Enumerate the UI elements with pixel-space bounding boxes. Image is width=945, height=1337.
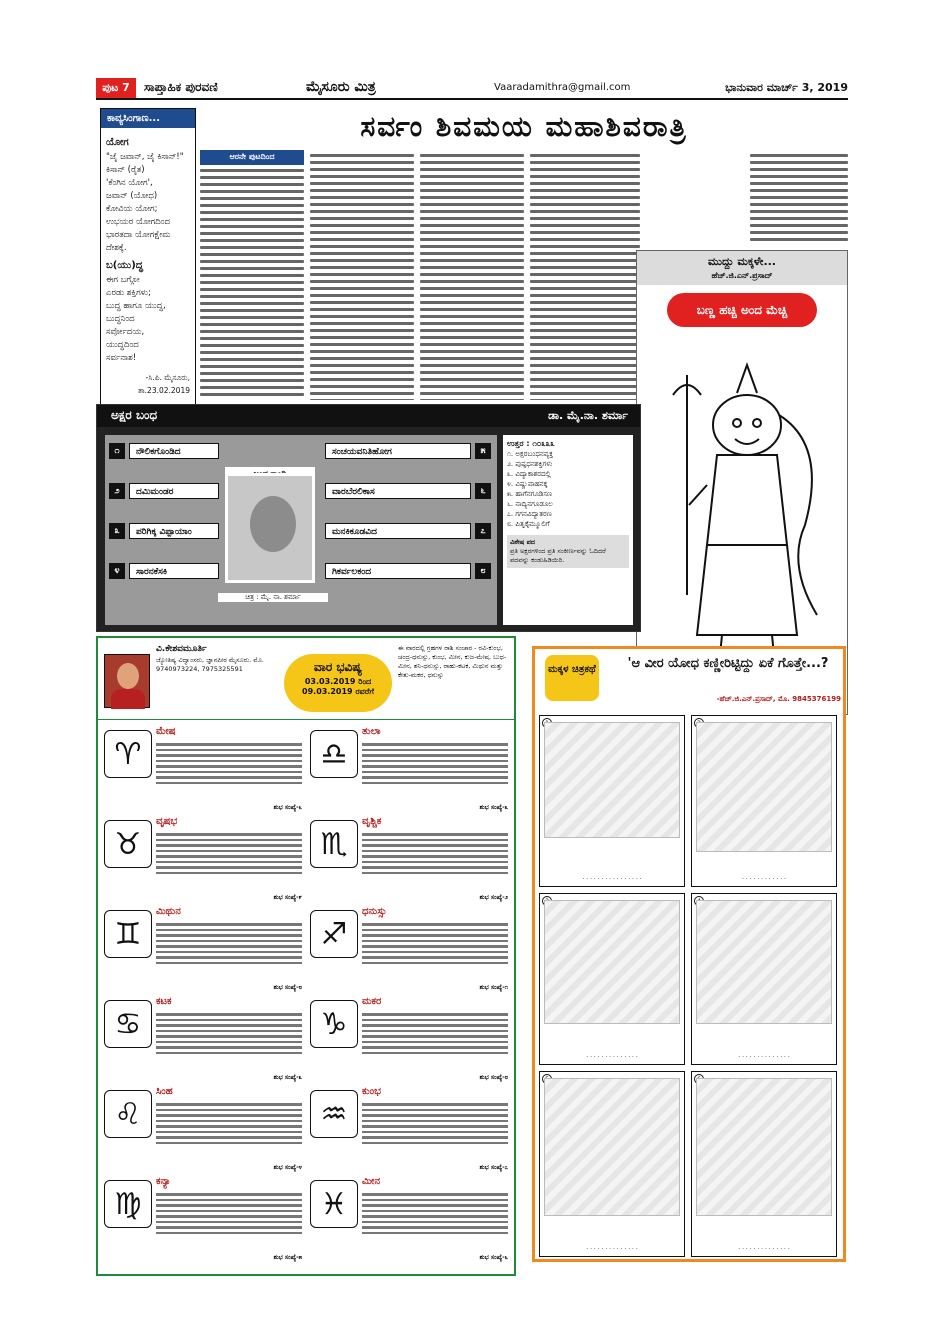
comic-panel [691,1071,837,1257]
panel-caption: . . . . . . . . . . . . [742,874,786,881]
capricorn-icon: ♑ [310,1000,358,1048]
answer-item: ೭. ಗಗನವಿದ್ಯಾತರಣ [507,510,552,518]
zodiac-sign [310,996,508,1084]
comic-panel [691,715,837,887]
horoscope-dates: 03.03.2019 ರಿಂದ 09.03.2019 ರವರೆಗೆ [302,677,374,696]
sign-text [156,920,302,967]
zodiac-sign [310,1176,508,1264]
sign-name: ಧನುಸ್ಸು [362,906,387,917]
panel-art [696,722,832,852]
clue-text: ನೌಲಿಕಗೊಂಡಿದ [129,443,219,459]
poem-line: 'ಕೆಂಗಿನ ಯೋಗ', [106,178,153,188]
clue-text: ಗಿಕರ್ವಲಕಂದ [325,563,471,579]
clue-text: ದಮಿಮಂಡರ [129,483,219,499]
coloring-instruction: ಬಣ್ಣ ಹಚ್ಚಿ ಅಂದ ಮೆಚ್ಚಿ [667,293,817,327]
clue-text: ಸಾರನಕೆಸಕಿ [129,563,219,579]
article-column [200,150,304,400]
crossword-clue-row[interactable] [325,563,493,579]
panel-art [544,722,680,838]
lucky-number: ಶುಭ ಸಂಖ್ಯೆ-೮ [479,1074,508,1081]
sign-text [362,1190,508,1237]
astrologer-name: ವಿ.ಕೇಶವಮೂರ್ತಿ [156,644,207,654]
taurus-icon: ♉ [104,820,152,868]
sign-text [362,1010,508,1057]
poem-line: ಕಿಸಾನ್ (ರೈತ) [106,165,145,175]
section-title: ಸಾಪ್ತಾಹಿಕ ಪುರವಣಿ [144,80,218,94]
astrologer-body [111,689,145,709]
panel-art [544,900,680,1024]
poem-line: ಸರ್ವೋದಯ, [106,327,145,337]
poem-line: ಕೋವಿಯ ಯೋಗ; [106,204,158,214]
cancer-icon: ♋ [104,1000,152,1048]
clue-number: ೧ [109,443,125,459]
clue-text: ಸಂಚಯವನಿತಿಹೋಗ [325,443,471,459]
article-column [530,150,640,400]
answer-item: ೨. ಪುಷ್ಪಧನಶಕ್ತಿಗಳು [507,460,553,468]
comic-label: ಮಕ್ಕಳ ಚಿತ್ರಕಥೆ [545,655,599,701]
poem-line: ಜವಾನ್ (ಯೋಧ) [106,191,158,201]
cartoon-title: ಮುದ್ದು ಮಕ್ಕಳೇ... [708,255,776,268]
gemini-icon: ♊ [104,910,152,958]
lucky-number: ಶುಭ ಸಂಖ್ಯೆ-೫ [273,1254,302,1261]
answer-item: ೧. ಅಕ್ಷರಬಂಧನವ್ಯಕ್ತ [507,450,553,458]
page-header [96,78,848,100]
zodiac-sign [104,726,302,814]
sign-text [362,920,508,967]
crossword-answers [503,435,633,625]
clue-number: ೨ [109,483,125,499]
poem-line: ಸರ್ವನಾಶ! [106,353,137,363]
lucky-number: ಶುಭ ಸಂಖ್ಯೆ-೩ [479,804,508,811]
zodiac-sign [310,906,508,994]
sign-text [362,1100,508,1147]
article-continued-label: ಆರನೇ ಪುಟದಿಂದ [200,150,304,165]
weekly-horoscope [96,636,516,1276]
page-number: ಪುಟ 7 [96,78,136,98]
clue-number: ೩ [109,523,125,539]
libra-icon: ♎ [310,730,358,778]
sign-text [362,740,508,787]
horoscope-header [98,638,514,720]
article-body [200,150,640,400]
cartoon-header [637,251,847,285]
crossword-clue-row[interactable] [325,523,493,539]
comic-panel [691,893,837,1065]
text-lines [750,154,848,241]
sign-name: ಸಿಂಹ [156,1086,173,1097]
lucky-number: ಶುಭ ಸಂಖ್ಯೆ-೪ [273,1164,302,1171]
sign-name: ಮೇಷ [156,726,176,737]
sign-name: ಕಟಕ [156,996,172,1007]
answer-item: ೬. ನಾದ್ಯಿನಗೂಡೂಲ [507,500,553,508]
sign-text [156,740,302,787]
comic-author: -ಹೆಚ್.ಜಿ.ಎನ್.ಪ್ರಸಾದ್, ಮೊ. 9845376199 [716,695,841,703]
answer-item: ೫. ಹಾಗೆನಗೂಡಿಸಣ [507,490,552,498]
sign-text [156,1010,302,1057]
crossword-clue-row[interactable] [109,483,219,499]
panel-caption: . . . . . . . . . . . . . . [738,1052,790,1059]
sign-name: ಕುಂಭ [362,1086,381,1097]
aries-icon: ♈ [104,730,152,778]
panel-caption: . . . . . . . . . . . . . . [586,1244,638,1251]
lucky-number: ಶುಭ ಸಂಖ್ಯೆ-೨ [479,894,508,901]
panel-caption: . . . . . . . . . . . . . . . . [582,874,642,881]
sign-name: ವೃಶ್ಚಿಕ [362,816,382,827]
lucky-number: ಶುಭ ಸಂಖ್ಯೆ-೮ [273,984,302,991]
zodiac-sign [310,816,508,904]
article-column [310,150,414,400]
sign-name: ಮೀನ [362,1176,380,1187]
crossword-clue-row[interactable] [325,443,493,459]
astrologer-face [117,663,139,689]
astrologer-info: ಜ್ಯೋತಿಷ್ಯ ವಿದ್ವಾಂಸರು, ಜ್ಞಾನಪೀಠ ಮೈಸೂರು. ಮೊ. 9740973224, 7975325591 [156,656,264,673]
poem-heading: ಕಾವ್ಯಸಿಂಗಾಣ... [101,109,195,128]
sign-name: ಮಕರ [362,996,382,1007]
poem-signature: -ಸಿ.ಪಿ. ಮೈಸೂರು, ತಾ.23.02.2019 [138,373,190,395]
panel-art [696,900,832,1024]
answers-heading: ಉತ್ತರ : ೧೦೩೩೩ [507,439,555,448]
answer-item: ೪. ವಿಷ್ಣುವಾಹನಕ್ಕ [507,480,548,488]
zodiac-sign [104,906,302,994]
comic-title: 'ಆ ವೀರ ಯೋಧ ಕಣ್ಣೀರಿಟ್ಟಿದ್ದು ಏಕೆ ಗೊತ್ತೇ...? [627,656,829,671]
lucky-number: ಶುಭ ಸಂಖ್ಯೆ-೬ [273,804,302,811]
lucky-number: ಶುಭ ಸಂಖ್ಯೆ-೬ [479,1254,508,1261]
sign-text [362,830,508,877]
zodiac-signs [104,726,508,1266]
child-face [250,496,296,552]
stanza-title: ಬ(ಯು)ದ್ಧ [106,260,144,271]
crossword-name: ಅಕ್ಷರ ಬಂಧ [111,408,158,422]
article-title: ಸರ್ವಂ ಶಿವಮಯ ಮಹಾಶಿವರಾತ್ರಿ [360,110,688,143]
crossword-puzzle [96,404,641,632]
text-lines [310,154,414,400]
clue-number: ೫ [475,443,491,459]
crossword-clue-row[interactable] [109,443,219,459]
sign-text [156,1190,302,1237]
crossword-clue-row[interactable] [109,563,219,579]
sign-name: ತುಲಾ [362,726,381,737]
stanza-title: ಯೋಗ [106,137,129,148]
zodiac-sign [104,816,302,904]
clue-number: ೮ [475,563,491,579]
poem-line: ಈಗ ಬಗ್ಗೋ [106,275,140,285]
lucky-number: ಶುಭ ಸಂಖ್ಯೆ-೭ [479,1164,508,1171]
zodiac-sign [310,1086,508,1174]
pisces-icon: ♓ [310,1180,358,1228]
astrologer-photo [104,654,150,708]
crossword-header [97,405,640,427]
panel-art [696,1078,832,1216]
clue-text: ಮನಕಿಕೂಡವಿದ [325,523,471,539]
horoscope-title: ವಾರ ಭವಿಷ್ಯ [313,660,363,674]
masthead: ಮೈಸೂರು ಮಿತ್ರ [306,79,376,95]
crossword-clue-row[interactable] [109,523,219,539]
note-text: ಪ್ರತಿ ಅಕ್ಷರಗಳಿಂದ ಪ್ರತಿ ಸಂಕೀರ್ಣವನ್ನು ಓದಿದರೆ ಪದವನ್ನು ಕಂಡುಹಿಡಿಯಿರಿ. [510,547,606,564]
comic-panel [539,1071,685,1257]
cartoon-author: ಹೆಚ್.ಜಿ.ಎನ್.ಪ್ರಸಾದ್ [711,271,773,280]
clue-number: ೪ [109,563,125,579]
leo-icon: ♌ [104,1090,152,1138]
comic-panel [539,893,685,1065]
article-title-bar [200,108,848,146]
sign-text [156,1100,302,1147]
horoscope-badge [284,654,392,712]
crossword-grid[interactable] [105,435,497,625]
scorpio-icon: ♏ [310,820,358,868]
poem-line: ಬುದ್ಧನಿಂದ [106,314,135,324]
panel-caption: . . . . . . . . . . . . . . [738,1244,790,1251]
kids-comic [532,646,846,1262]
panel-art [544,1078,680,1216]
article-column [420,150,524,400]
lucky-number: ಶುಭ ಸಂಖ್ಯೆ-೩ [273,1074,302,1081]
clue-number: ೬ [475,483,491,499]
crossword-author: ಡಾ. ಮೈ.ನಾ. ಶರ್ಮಾ [548,409,628,422]
sagittarius-icon: ♐ [310,910,358,958]
zodiac-sign [310,726,508,814]
text-lines [420,154,524,400]
text-lines [530,154,640,400]
zodiac-sign [104,1086,302,1174]
lucky-number: ಶುಭ ಸಂಖ್ಯೆ-೧ [479,984,508,991]
crossword-note [507,535,629,568]
clue-text: ಪರಿಗಿಕ್ಕ ವಿಪ್ಪಾಯಾಂ [129,523,219,539]
poem-line: ಯುದ್ಧದಿಂದ [106,340,139,350]
comic-panel [539,715,685,887]
poem-line: ಉಭಯರ ಯೋಗದಿಂದ [106,217,171,227]
lucky-number: ಶುಭ ಸಂಖ್ಯೆ-೯ [273,894,302,901]
photo-caption: ಚಿತ್ರ : ಮೈ. ನಾ. ಶರ್ಮಾ [218,593,328,602]
poem-line: ಬುದ್ಧ ಹಾಗೂ ಯುದ್ಧ, [106,301,166,311]
poem-line: ಎರಡು ಶಕ್ತಿಗಳು; [106,288,151,298]
aquarius-icon: ♒ [310,1090,358,1138]
clue-text: ವಾರಬೆರಲಿಕಾಸ [325,483,471,499]
sign-text [156,830,302,877]
newspaper-page [96,78,848,1288]
text-lines [200,169,304,396]
note-title: ವಿಶೇಷ ಪದ [510,538,535,546]
answer-item: ೮. ಪಿತೃಕೈಮ್ಮೂಲಿಗೆ [507,520,550,528]
child-photo [225,473,315,601]
virgo-icon: ♍ [104,1180,152,1228]
panel-caption: . . . . . . . . . . . . . . [586,1052,638,1059]
poem-line: ದೇಶಕ್ಕೆ. [106,243,127,253]
poem-line: "ಜೈ ಜವಾನ್, ಜೈ ಕಿಸಾನ್!" [106,152,184,162]
sign-name: ಕನ್ಯಾ [156,1176,171,1187]
poem-line: ಭಾರತದಾ ಯೋಗಕ್ಷೇಮ [106,230,171,240]
planet-positions: ಈ ವಾರದಲ್ಲಿ ಗ್ರಹಗಳ ರಾಶಿ ಸಂಚಾರ - ರವಿ-ಕುಂಭ, ಚಂದ್ರ-ಧನುಸ್ಸು, ಕುಂಭ, ಮೀನ, ಕುಜ-ಮೇಷ, ಬುಧ-ಮೀನ, ಶನಿ-ಧನುಸ್ಸು, ರಾಹು-ಕಟಕ, ಮಿಥುನ ಮತ್ತು ಕೇತು-ಮಕರ, ಧನುಸ್ಸು [398,644,507,679]
crossword-clue-row[interactable] [325,483,493,499]
issue-date: ಭಾನುವಾರ ಮಾರ್ಚ್ 3, 2019 [725,81,848,94]
clue-number: ೭ [475,523,491,539]
answer-item: ೩. ವಿದ್ಯಾಕಾಶರದಲ್ಲಿ [507,470,551,478]
sign-name: ಮಿಥುನ [156,906,181,917]
poem-body [101,128,195,401]
email-address[interactable]: Vaaradamithra@gmail.com [494,82,631,93]
zodiac-sign [104,996,302,1084]
zodiac-sign [104,1176,302,1264]
sign-name: ವೃಷಭ [156,816,178,827]
